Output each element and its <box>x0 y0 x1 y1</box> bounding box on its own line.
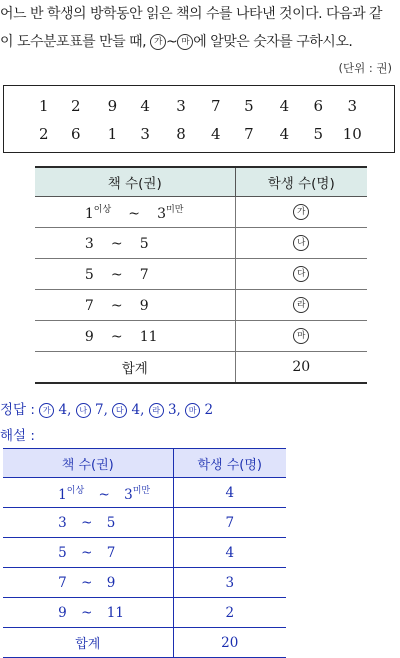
raw-data-value: 3 <box>347 97 358 115</box>
table-row <box>3 568 286 598</box>
circled-label: 라 <box>293 297 309 313</box>
table-row <box>3 598 286 628</box>
raw-data-value: 6 <box>70 125 81 143</box>
answer-value: 7, <box>95 402 108 418</box>
solution-table <box>3 448 286 658</box>
raw-data-value: 2 <box>38 125 49 143</box>
raw-data-value: 4 <box>210 125 221 143</box>
table-row <box>35 228 367 259</box>
total-label: 합계 <box>35 352 235 384</box>
frequency-table <box>35 166 367 384</box>
answer-value: 2 <box>204 402 214 418</box>
explanation-label: 해설 : <box>0 428 35 444</box>
frequency-cell <box>235 228 367 259</box>
frequency-cell: 2 <box>173 598 286 628</box>
frequency-cell: 4 <box>173 538 286 568</box>
frequency-cell <box>235 197 367 228</box>
raw-data-value: 7 <box>210 97 221 115</box>
raw-data-value: 4 <box>279 97 290 115</box>
circled-label: 마 <box>293 328 309 344</box>
class-interval: 3 ~ 5 <box>3 508 173 538</box>
answer-mark: 가 <box>39 403 54 418</box>
class-interval: $1^{이상}$ ~ $3^{미만}$ <box>35 197 235 228</box>
circled-label: 나 <box>293 235 309 251</box>
class-interval: 5 ~ 7 <box>3 538 173 568</box>
class-interval: 9 ~ 11 <box>3 598 173 628</box>
question-line-2: 이 도수분포표를 만들 때, 가 ~ 마 에 알맞은 숫자를 구하시오. <box>0 34 353 50</box>
question-text <box>0 0 400 56</box>
table-row <box>3 538 286 568</box>
answer-mark: 라 <box>149 403 164 418</box>
class-interval: 5 ~ 7 <box>35 259 235 290</box>
class-interval: $1^{이상}$ ~ $3^{미만}$ <box>3 478 173 508</box>
header-book-count: 책 수(권) <box>35 167 235 197</box>
raw-data-value: 9 <box>107 97 118 115</box>
answer-value: 3, <box>167 402 181 418</box>
raw-data-value: 4 <box>279 125 290 143</box>
table-row <box>35 321 367 352</box>
header-student-count: 학생 수(명) <box>173 449 286 478</box>
raw-data-value: 5 <box>244 97 254 115</box>
table-row <box>35 290 367 321</box>
answer-label: 정답 : <box>0 402 40 418</box>
class-interval: 9 ~ 11 <box>35 321 235 352</box>
unit-label: (단위 : 권) <box>338 61 392 75</box>
class-interval: 7 ~ 9 <box>3 568 173 598</box>
header-student-count: 학생 수(명) <box>235 167 367 197</box>
class-interval: 7 ~ 9 <box>35 290 235 321</box>
class-interval: 3 ~ 5 <box>35 228 235 259</box>
answer-mark: 다 <box>112 403 127 418</box>
raw-data-value: 3 <box>140 125 150 143</box>
raw-data-row-1 <box>4 94 394 118</box>
raw-data-value: 6 <box>313 97 324 115</box>
table-header-row <box>3 449 286 478</box>
raw-data-value: 5 <box>313 125 324 143</box>
circled-label: 다 <box>293 266 309 282</box>
total-value: 20 <box>173 628 286 658</box>
frequency-cell: 7 <box>173 508 286 538</box>
circled-label-end: 마 <box>177 34 193 50</box>
raw-data-value: 4 <box>140 97 150 115</box>
table-row <box>3 478 286 508</box>
table-row <box>35 259 367 290</box>
frequency-cell <box>235 259 367 290</box>
raw-data-box <box>3 85 395 153</box>
raw-data-value: 8 <box>176 125 186 143</box>
total-label: 합계 <box>3 628 173 658</box>
question-line-1: 어느 반 학생의 방학동안 읽은 책의 수를 나타낸 것이다. 다음과 같 <box>0 6 383 22</box>
table-row <box>35 197 367 228</box>
header-book-count: 책 수(권) <box>3 449 173 478</box>
total-value: 20 <box>235 352 367 384</box>
raw-data-value: 1 <box>38 97 49 115</box>
frequency-cell <box>235 321 367 352</box>
raw-data-value: 2 <box>70 97 81 115</box>
raw-data-value: 3 <box>176 97 186 115</box>
raw-data-value: 7 <box>244 125 254 143</box>
total-row <box>35 352 367 384</box>
frequency-cell <box>235 290 367 321</box>
answer-value: 4, <box>131 402 145 418</box>
answer-value: 4, <box>58 402 72 418</box>
circled-label: 가 <box>293 204 309 220</box>
raw-data-value: 10 <box>342 125 362 143</box>
table-header-row <box>35 167 367 197</box>
table-row <box>3 508 286 538</box>
answer-line <box>0 398 213 418</box>
frequency-cell: 4 <box>173 478 286 508</box>
answer-mark: 나 <box>76 403 91 418</box>
raw-data-row-2 <box>4 122 394 146</box>
answer-mark: 마 <box>185 403 200 418</box>
frequency-cell: 3 <box>173 568 286 598</box>
total-row <box>3 628 286 658</box>
circled-label-start: 가 <box>150 34 166 50</box>
raw-data-value: 1 <box>107 125 118 143</box>
